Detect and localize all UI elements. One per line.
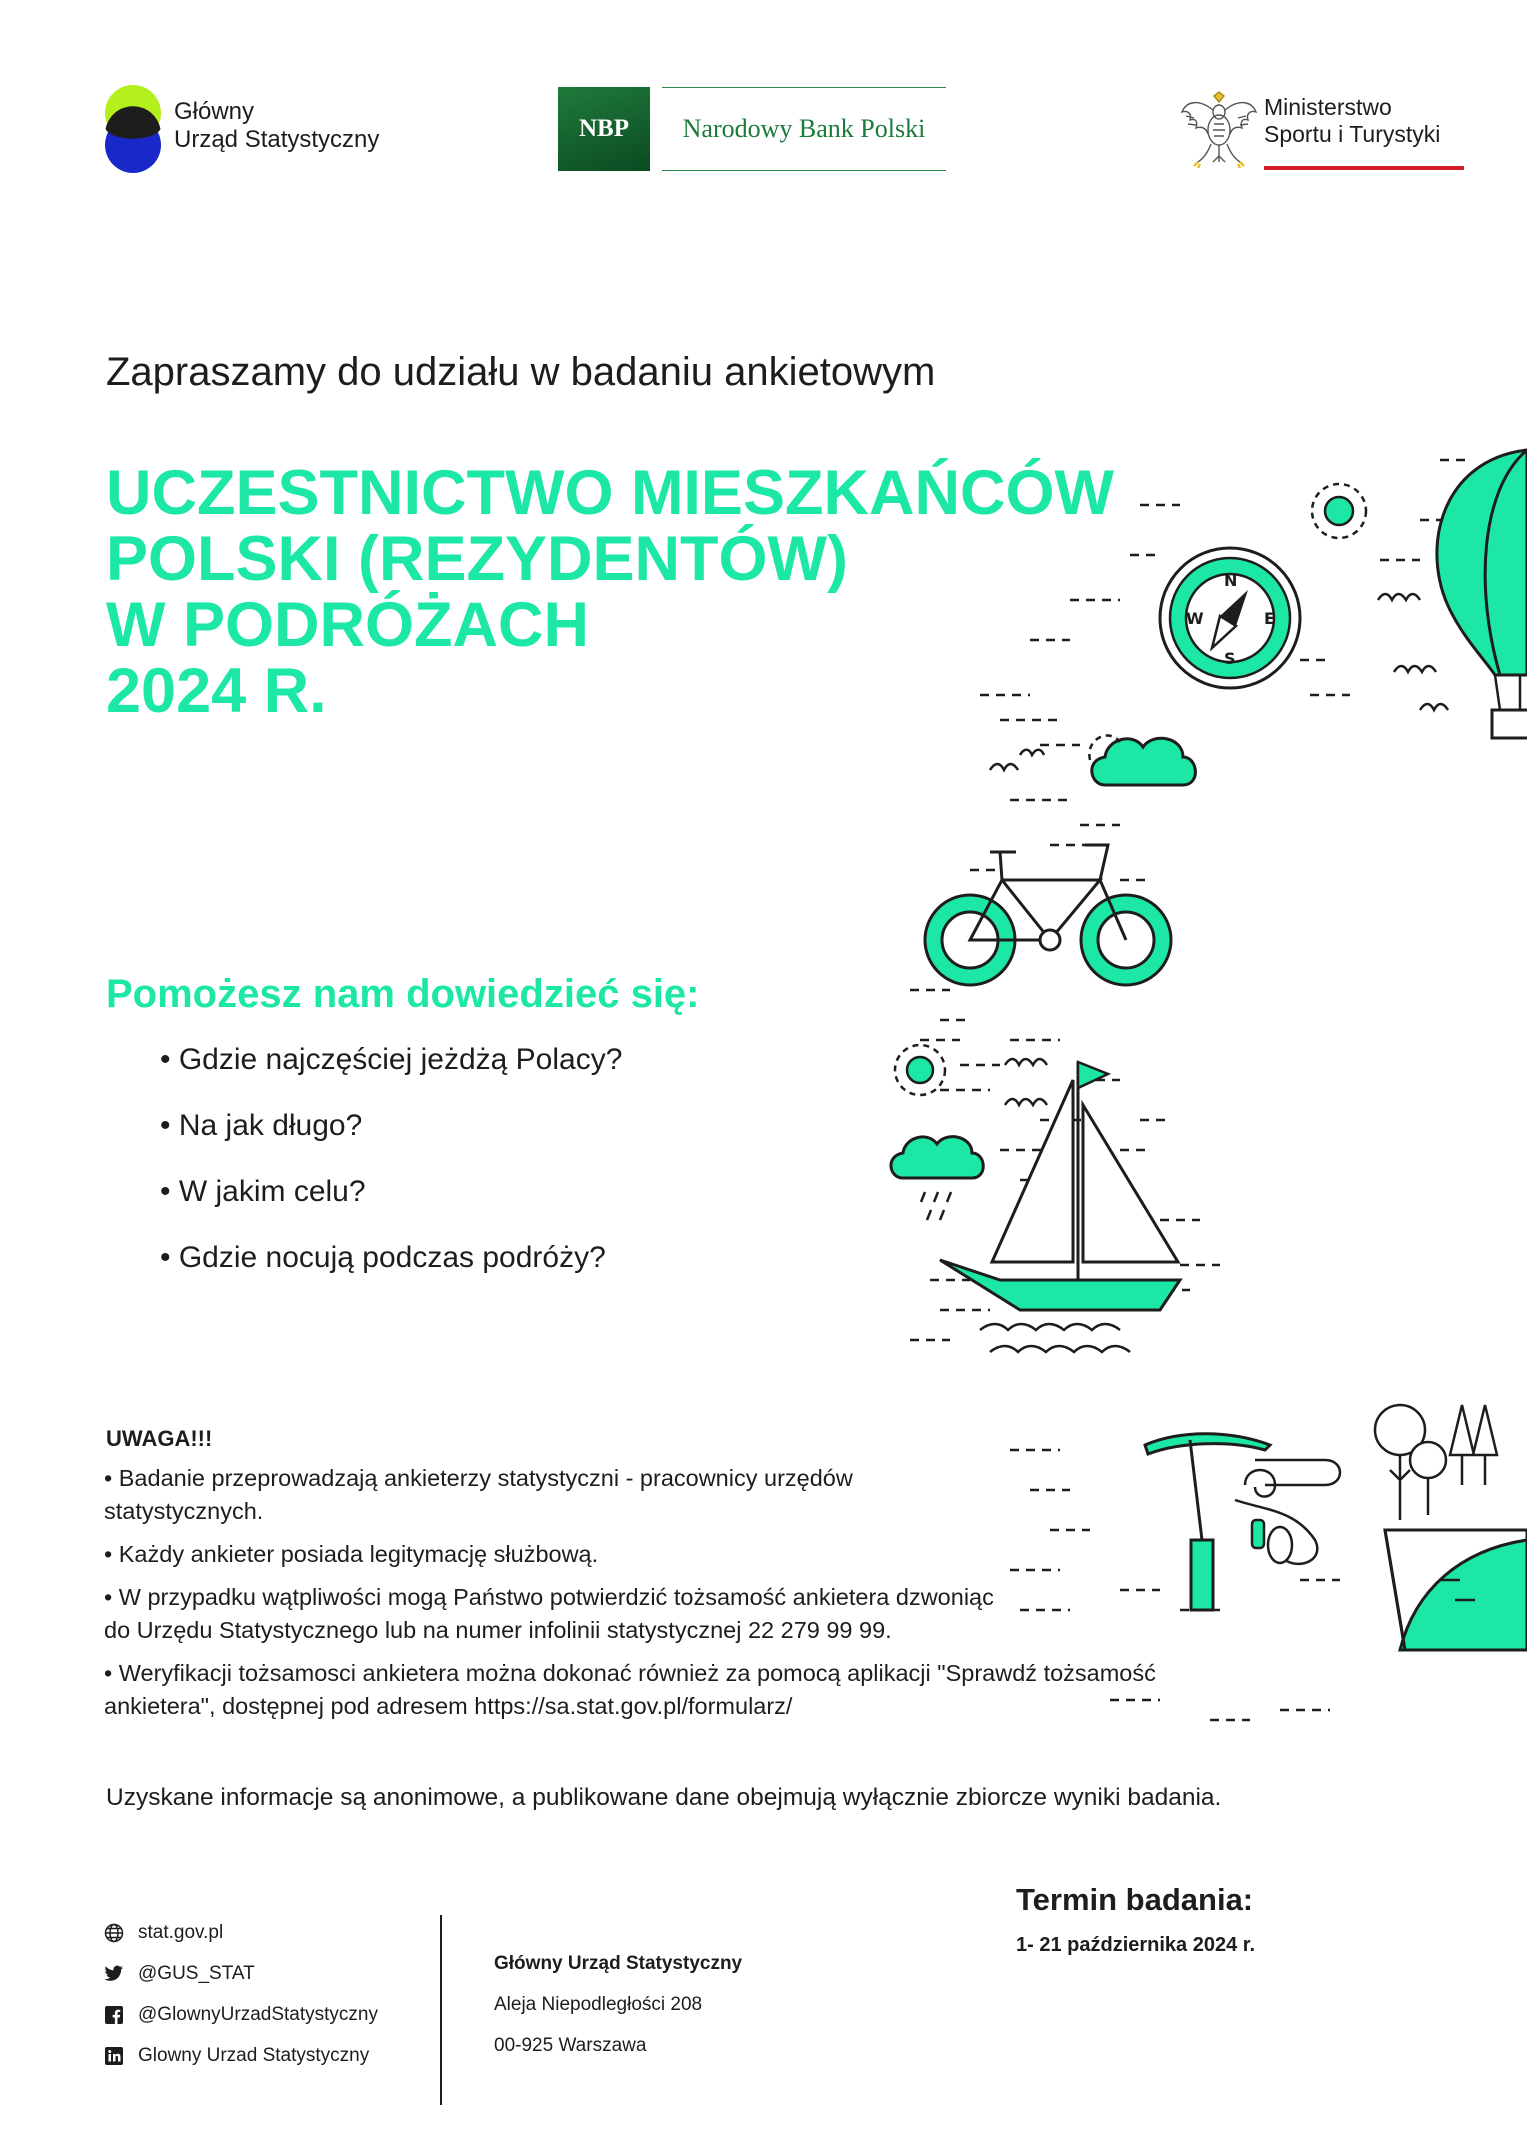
- title-line1: UCZESTNICTWO MIESZKAŃCÓW: [106, 458, 1114, 528]
- help-heading: Pomożesz nam dowiedzieć się:: [106, 972, 700, 1016]
- rain-cloud-icon: [891, 1137, 983, 1220]
- compass-icon: [1160, 548, 1300, 688]
- nbp-logo: [558, 87, 948, 171]
- sailboat-icon: [940, 1062, 1180, 1352]
- title-line4: 2024 R.: [106, 656, 327, 726]
- invitation-text: Zapraszamy do udziału w badaniu ankietowym: [106, 350, 936, 394]
- nbp-name: Narodowy Bank Polski: [662, 87, 946, 171]
- title-line2: POLSKI (REZYDENTÓW): [106, 524, 848, 594]
- cloud-icon: [1089, 736, 1195, 785]
- contact-linkedin[interactable]: [104, 2035, 378, 2076]
- contact-list: [104, 1912, 378, 2076]
- office-address: [494, 1953, 742, 2076]
- notice-item: • Weryfikacji tożsamosci ankietera można dokonać również za pomocą aplikacji "Sprawdź tożsamość ankietera", dostępnej pod adresem https://sa.stat.gov.pl/formularz/: [104, 1660, 1156, 1719]
- gus-logo: [104, 84, 394, 174]
- ministry-name-line2: Sportu i Turystyki: [1264, 121, 1441, 147]
- facebook-icon: [104, 2005, 124, 2025]
- notice-item: • W przypadku wątpliwości mogą Państwo potwierdzić tożsamość ankietera dzwoniąc do Urzędu Statystycznego lub na numer infolinii statystycznej 22 279 99 99.: [104, 1584, 994, 1643]
- svg-text:W: W: [1186, 609, 1204, 628]
- contact-twitter[interactable]: [104, 1953, 378, 1994]
- survey-term-dates: 1- 21 października 2024 r.: [1016, 1934, 1256, 1956]
- svg-text:E: E: [1264, 609, 1275, 628]
- gus-circles-icon: [104, 84, 162, 174]
- notice-heading: UWAGA!!!: [106, 1426, 213, 1451]
- twitter-icon: [104, 1964, 124, 1984]
- address-street: Aleja Niepodległości 208: [494, 1994, 703, 2015]
- hot-air-balloon-icon: [1437, 450, 1527, 738]
- ministry-logo: [1178, 88, 1468, 174]
- linkedin-icon: [104, 2046, 124, 2066]
- contact-website-text[interactable]: stat.gov.pl: [138, 1921, 224, 1943]
- svg-text:S: S: [1224, 649, 1236, 668]
- ministry-red-line: [1264, 166, 1464, 170]
- svg-text:N: N: [1224, 571, 1238, 590]
- contact-facebook-text[interactable]: @GlownyUrzadStatystyczny: [138, 2003, 378, 2025]
- footer-divider: [440, 1915, 442, 2105]
- question-item: • Gdzie nocują podczas podróży?: [160, 1241, 606, 1274]
- sun-icon: [1312, 484, 1366, 538]
- gus-name-line2: Urząd Statystyczny: [174, 126, 380, 153]
- travel-illustration: [880, 440, 1527, 1800]
- contact-linkedin-text[interactable]: Glowny Urzad Statystyczny: [138, 2044, 370, 2066]
- ministry-name: [1264, 94, 1440, 148]
- survey-term-label: Termin badania:: [1016, 1882, 1254, 1917]
- notice-item: • Każdy ankieter posiada legitymację służbową.: [104, 1541, 599, 1567]
- question-item: • Na jak długo?: [160, 1109, 363, 1142]
- question-item: • W jakim celu?: [160, 1175, 366, 1208]
- globe-icon: [104, 1923, 124, 1943]
- address-city: 00-925 Warszawa: [494, 2035, 647, 2056]
- gus-name-line1: Główny: [174, 98, 255, 125]
- ministry-name-line1: Ministerstwo: [1264, 94, 1392, 120]
- address-name: Główny Urząd Statystyczny: [494, 1953, 743, 1974]
- contact-facebook[interactable]: [104, 1994, 378, 2035]
- title-line3: W PODRÓŻACH: [106, 590, 589, 660]
- rope-icon: [1235, 1460, 1340, 1564]
- question-item: • Gdzie najczęściej jeżdżą Polacy?: [160, 1043, 623, 1076]
- contact-twitter-text[interactable]: @GUS_STAT: [138, 1962, 255, 1984]
- question-list: [160, 1043, 622, 1307]
- anonymity-statement: Uzyskane informacje są anonimowe, a publikowane dane obejmują wyłącznie zbiorcze wyniki badania.: [106, 1784, 1222, 1811]
- gus-name: [174, 98, 379, 154]
- tent-icon: [1385, 1530, 1527, 1650]
- contact-website[interactable]: [104, 1912, 378, 1953]
- nbp-abbr: NBP: [558, 87, 650, 171]
- notice-item: • Badanie przeprowadzają ankieterzy statystyczni - pracownicy urzędów statystycznych.: [104, 1465, 853, 1524]
- trees-icon: [1375, 1405, 1497, 1520]
- sun-small-icon: [895, 1045, 945, 1095]
- eagle-emblem-icon: [1178, 88, 1260, 168]
- bicycle-icon: [925, 845, 1171, 985]
